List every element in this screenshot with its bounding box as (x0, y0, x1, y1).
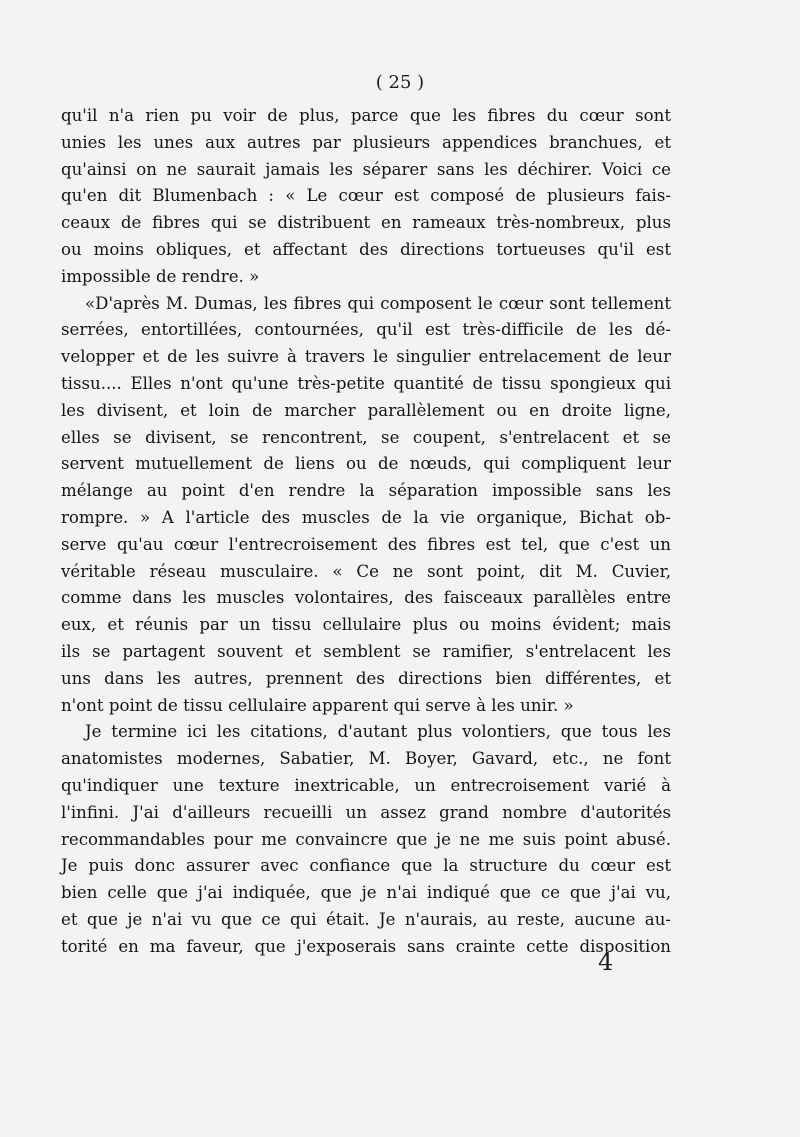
body-text (61, 103, 671, 961)
text-line: qu'en dit Blumenbach : « Le cœur est composé de plusieurs fais- (61, 186, 671, 206)
text-line: les divisent, et loin de marcher parallèlement ou en droite ligne, (61, 400, 671, 420)
text-line: rompre. » A l'article des muscles de la vie organique, Bichat ob- (61, 507, 671, 527)
text-line: «D'après M. Dumas, les fibres qui composent le cœur sont tellement (85, 293, 671, 313)
text-line: uns dans les autres, prennent des directions bien différentes, et (61, 668, 671, 688)
text-line: eux, et réunis par un tissu cellulaire plus ou moins évident; mais (61, 615, 671, 635)
text-line: mélange au point d'en rendre la séparation impossible sans les (61, 481, 671, 501)
text-line: velopper et de les suivre à travers le singulier entrelacement de leur (61, 347, 671, 367)
page-number: ( 25 ) (375, 72, 425, 93)
text-line: Je puis donc assurer avec confiance que la structure du cœur est (61, 856, 671, 876)
text-line: unies les unes aux autres par plusieurs appendices branchues, et (61, 132, 671, 152)
signature-mark: 4 (598, 948, 614, 976)
text-line: qu'ainsi on ne saurait jamais les séparer sans les déchirer. Voici ce (61, 159, 671, 179)
text-line: ou moins obliques, et affectant des directions tortueuses qu'il est (61, 239, 671, 259)
text-line: n'ont point de tissu cellulaire apparent qui serve à les unir. » (61, 695, 574, 715)
text-line: comme dans les muscles volontaires, des faisceaux parallèles entre (61, 588, 671, 608)
text-line: serve qu'au cœur l'entrecroisement des fibres est tel, que c'est un (61, 534, 671, 554)
text-line: impossible de rendre. » (61, 266, 260, 286)
text-line: recommandables pour me convaincre que je ne me suis point abusé. (61, 829, 671, 849)
text-line: serrées, entortillées, contournées, qu'il est très-difficile de les dé- (61, 320, 671, 340)
text-line: anatomistes modernes, Sabatier, M. Boyer, Gavard, etc., ne font (61, 749, 671, 769)
text-line: torité en ma faveur, que j'exposerais sans crainte cette disposition (61, 936, 671, 956)
text-line: qu'il n'a rien pu voir de plus, parce que les fibres du cœur sont (61, 106, 671, 125)
text-line: elles se divisent, se rencontrent, se coupent, s'entrelacent et se (61, 427, 671, 447)
text-line: bien celle que j'ai indiquée, que je n'ai indiqué que ce que j'ai vu, (61, 883, 671, 903)
text-line: ils se partagent souvent et semblent se ramifier, s'entrelacent les (61, 641, 671, 661)
text-line: ceaux de fibres qui se distribuent en rameaux très-nombreux, plus (61, 213, 671, 233)
text-line: Je termine ici les citations, d'autant plus volontiers, que tous les (85, 722, 671, 742)
text-line: qu'indiquer une texture inextricable, un entrecroisement varié à (61, 775, 671, 795)
text-line: et que je n'ai vu que ce qui était. Je n'aurais, au reste, aucune au- (61, 909, 671, 929)
text-line: l'infini. J'ai d'ailleurs recueilli un assez grand nombre d'autorités (61, 802, 671, 822)
text-line: véritable réseau musculaire. « Ce ne sont point, dit M. Cuvier, (61, 561, 671, 581)
text-line: tissu.... Elles n'ont qu'une très-petite quantité de tissu spongieux qui (61, 373, 671, 393)
text-line: servent mutuellement de liens ou de nœuds, qui compliquent leur (61, 454, 671, 474)
